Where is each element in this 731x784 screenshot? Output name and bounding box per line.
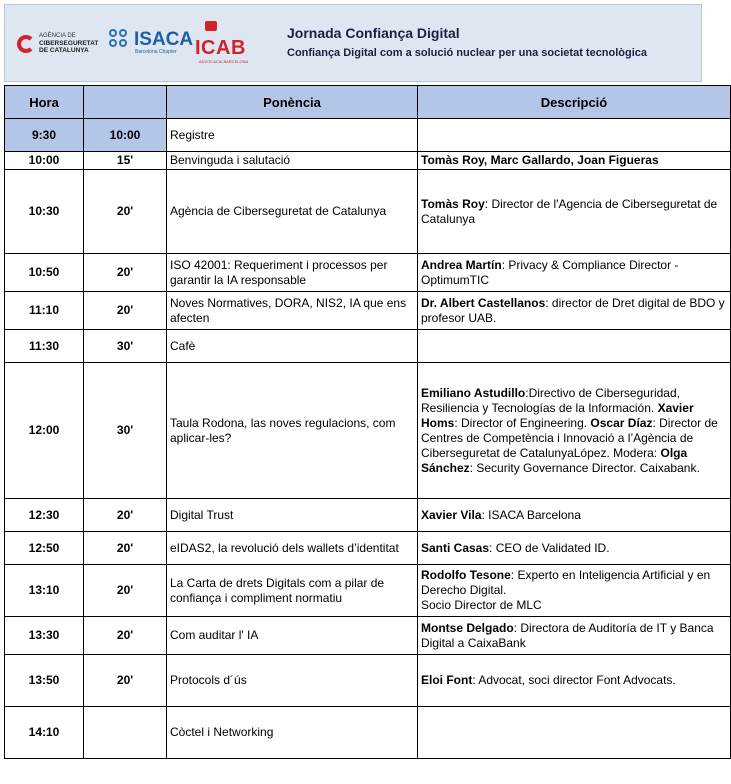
isaca-mark-icon (109, 29, 131, 51)
speaker-name: Xavier Vila (421, 507, 482, 522)
speaker-description: :Directivo de Ciberseguridad, Resiliencia y Tecnologías de la Información. (421, 385, 680, 415)
cell-ponencia: Protocols d´ús (167, 655, 418, 707)
document-subtitle: Confiança Digital com a solució nuclear per una societat tecnològica (287, 47, 648, 59)
speaker-description: : Experto en Inteligencia Artificial y en Derecho Digital. (421, 568, 711, 597)
cell-descripcio (418, 565, 731, 617)
table-row (5, 617, 731, 655)
cell-descripcio (418, 532, 731, 565)
cell-descripcio (418, 330, 731, 363)
speaker-description: : director de Dret digital de BDO y profesor UAB. (421, 295, 725, 325)
speaker-name: Eloi Font (421, 673, 473, 687)
speaker-description: : Security Governance Director. Caixabank. (469, 460, 700, 475)
cell-hora: 10:50 (5, 254, 84, 292)
cell-descripcio (418, 499, 731, 532)
cell-hora: 12:50 (5, 532, 84, 565)
cell-ponencia: Agència de Ciberseguretat de Catalunya (167, 170, 418, 254)
table-row (5, 655, 731, 707)
cell-descripcio (418, 170, 731, 254)
cell-duration: 10:00 (84, 119, 167, 152)
column-header-descripcio: Descripció (418, 86, 731, 119)
table-row (5, 330, 731, 363)
speaker-description: : Advocat, soci director Font Advocats. (472, 673, 676, 687)
table-row (5, 565, 731, 617)
ciberseguretat-mark-icon (17, 35, 35, 53)
cell-ponencia: Còctel i Networking (167, 707, 418, 759)
cell-duration: 20' (84, 254, 167, 292)
table-row (5, 499, 731, 532)
logo-cat-line1: AGÈNCIA DE (39, 33, 76, 39)
cell-descripcio (418, 254, 731, 292)
cell-descripcio (418, 119, 731, 152)
cell-duration: 30' (84, 363, 167, 499)
cell-hora: 12:00 (5, 363, 84, 499)
cell-descripcio (418, 617, 731, 655)
table-row (5, 170, 731, 254)
speaker-name: Xavier Homs (421, 400, 694, 430)
column-header-hora: Hora (5, 86, 84, 119)
cell-duration: 20' (84, 170, 167, 254)
cell-duration: 20' (84, 565, 167, 617)
column-header-ponencia: Ponència (167, 86, 418, 119)
speaker-name: Emiliano Astudillo (421, 385, 526, 400)
speaker-description: : CEO de Validated ID. (489, 540, 610, 555)
icab-subtitle: ADVOCACIA BARCELONA (199, 59, 249, 64)
speaker-description: : Directora de Auditoría de IT y Banca Digital a CaixaBank (421, 620, 714, 650)
speaker-name: Olga Sánchez (421, 445, 688, 475)
isaca-name: ISACA (134, 29, 194, 50)
speaker-description: : Director de l'Agencia de Ciberseguretat de Catalunya (421, 196, 718, 226)
cell-ponencia: Com auditar l' IA (167, 617, 418, 655)
cell-duration: 20' (84, 617, 167, 655)
speaker-name: Tomàs Roy, Marc Gallardo, Joan Figueras (421, 153, 659, 167)
speaker-description: : Privacy & Compliance Director - OptimumTIC (421, 257, 679, 287)
speaker-name: Montse Delgado (421, 620, 514, 635)
cell-ponencia: eIDAS2, la revolució dels wallets d’identitat (167, 532, 418, 565)
cell-ponencia: Benvinguda i salutació (167, 152, 418, 170)
icab-logo (195, 27, 249, 64)
cell-duration: 20' (84, 655, 167, 707)
cell-ponencia: Cafè (167, 330, 418, 363)
speaker-name: Oscar Díaz (590, 415, 653, 430)
table-row (5, 363, 731, 499)
speaker-name: Tomàs Roy (421, 196, 485, 211)
cell-duration: 30' (84, 330, 167, 363)
cell-ponencia: ISO 42001: Requeriment i processos per garantir la IA responsable (167, 254, 418, 292)
cell-descripcio (418, 707, 731, 759)
logo-cat-line3: DE CATALUNYA (39, 47, 89, 54)
isaca-logo (109, 29, 194, 55)
logo-cat-line2: CIBERSEGURETAT (39, 40, 99, 47)
isaca-subtitle: Barcelona Chapter (135, 49, 177, 55)
cell-duration: 20' (84, 292, 167, 330)
cell-descripcio (418, 152, 731, 170)
cell-ponencia: Digital Trust (167, 499, 418, 532)
header-banner (4, 4, 702, 82)
agencia-ciberseguretat-logo (17, 33, 98, 54)
cell-hora: 11:30 (5, 330, 84, 363)
document-title: Jornada Confiança Digital (287, 25, 460, 41)
speaker-name: Rodolfo Tesone (421, 568, 511, 582)
cell-descripcio (418, 655, 731, 707)
table-header-row (5, 86, 731, 119)
cell-duration (84, 707, 167, 759)
cell-duration: 20' (84, 499, 167, 532)
table-row (5, 292, 731, 330)
speaker-description: : Director de Centres de Competència i Innovació a l’Agència de Ciberseguretat de CatalunyaLópez. Moderа: (421, 415, 718, 460)
cell-hora: 9:30 (5, 119, 84, 152)
icab-name: ICAB (195, 37, 246, 59)
table-row (5, 707, 731, 759)
cell-hora: 13:30 (5, 617, 84, 655)
cell-descripcio (418, 292, 731, 330)
table-row (5, 254, 731, 292)
table-row (5, 119, 731, 152)
cell-hora: 12:30 (5, 499, 84, 532)
cell-ponencia: La Carta de drets Digitals com a pilar de confiança i compliment normatiu (167, 565, 418, 617)
speaker-name: Dr. Albert Castellanos (421, 295, 546, 310)
table-row (5, 152, 731, 170)
cell-duration: 20' (84, 532, 167, 565)
cell-ponencia: Taula Rodona, las noves regulacions, com aplicar-les? (167, 363, 418, 499)
icab-crest-icon (205, 21, 217, 31)
speaker-name: Santi Casas (421, 540, 490, 555)
speaker-description: : Director of Engineering. (454, 415, 591, 430)
cell-hora: 14:10 (5, 707, 84, 759)
cell-hora: 11:10 (5, 292, 84, 330)
cell-ponencia: Noves Normatives, DORA, NIS2, IA que ens afecten (167, 292, 418, 330)
schedule-table (4, 85, 731, 759)
speaker-description: Socio Director de MLC (421, 598, 542, 612)
speaker-description: : ISACA Barcelona (481, 507, 581, 522)
cell-hora: 13:50 (5, 655, 84, 707)
cell-hora: 10:30 (5, 170, 84, 254)
cell-hora: 10:00 (5, 152, 84, 170)
cell-duration: 15' (84, 152, 167, 170)
speaker-name: Andrea Martín (421, 257, 502, 272)
cell-hora: 13:10 (5, 565, 84, 617)
column-header-duration (84, 86, 167, 119)
cell-descripcio (418, 363, 731, 499)
table-row (5, 532, 731, 565)
cell-ponencia: Registre (167, 119, 418, 152)
